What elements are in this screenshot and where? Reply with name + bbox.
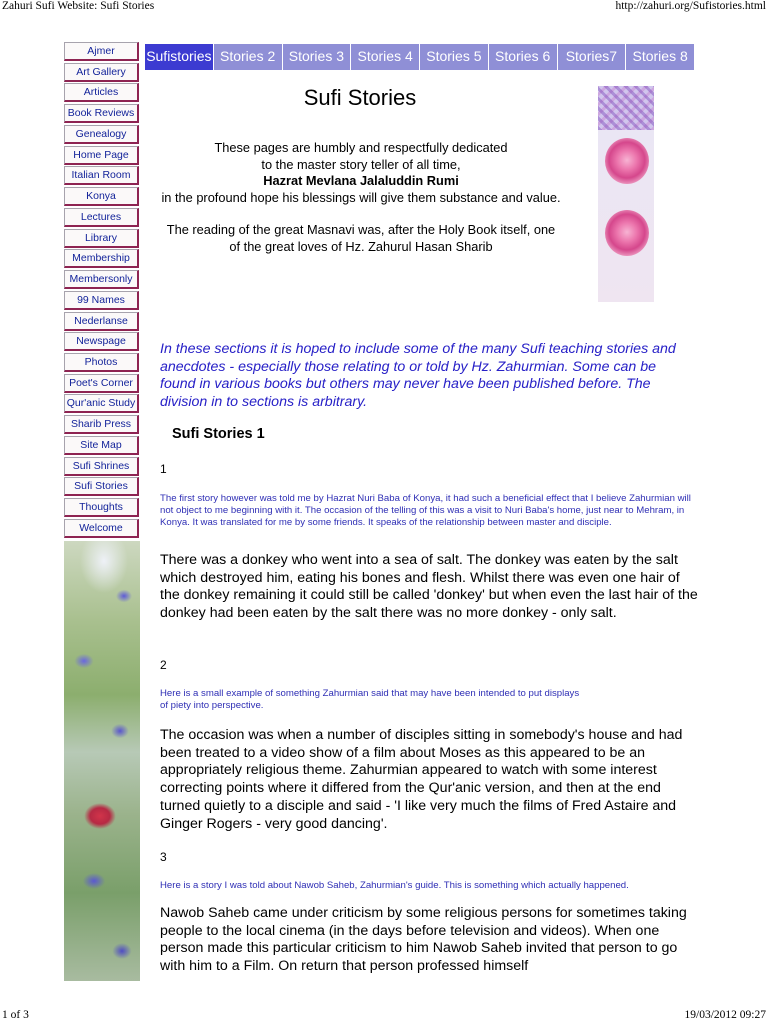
sidebar-item-membership[interactable]: Membership — [64, 249, 139, 268]
dedication-line: These pages are humbly and respectfully dedicated — [214, 140, 508, 155]
intro-paragraph: In these sections it is hoped to include some of the many Sufi teaching stories and anecdotes - especially those relating to or told by Hz. Zahurmian. Some can be found in various books but others may never have been published before. The division in to sections is arbitrary. — [160, 341, 676, 410]
sidebar-item-site-map[interactable]: Site Map — [64, 436, 139, 455]
sidebar-item-quranic-study[interactable]: Qur'anic Study — [64, 394, 139, 413]
dedication-reading: The reading of the great Masnavi was, after the Holy Book itself, one of the great loves of Hz. Zahurul Hasan Sharib — [166, 222, 556, 254]
sidebar-item-konya[interactable]: Konya — [64, 187, 139, 206]
sidebar-item-lectures[interactable]: Lectures — [64, 208, 139, 227]
sidebar-item-genealogy[interactable]: Genealogy — [64, 125, 139, 144]
dedication-line: in the profound hope his blessings will give them substance and value. — [161, 189, 561, 205]
tab-stories-8[interactable]: Stories 8 — [626, 44, 694, 70]
story-number: 1 — [160, 462, 167, 476]
sidebar-item-welcome[interactable]: Welcome — [64, 519, 139, 538]
rose-decoration-image — [598, 86, 654, 302]
sidebar-item-sharib-press[interactable]: Sharib Press — [64, 415, 139, 434]
page-title: Sufi Stories — [303, 85, 417, 110]
tab-stories-4[interactable]: Stories 4 — [351, 44, 420, 70]
rose-icon — [605, 210, 649, 256]
print-header — [0, 0, 768, 14]
sidebar-item-99-names[interactable]: 99 Names — [64, 291, 139, 310]
sidebar-item-thoughts[interactable]: Thoughts — [64, 498, 139, 517]
print-footer — [0, 1009, 768, 1023]
sidebar-item-home-page[interactable]: Home Page — [64, 146, 139, 165]
story-note: Here is a small example of something Zahurmian said that may have been intended to put displays of piety into perspective. — [160, 688, 580, 711]
sidebar-item-book-reviews[interactable]: Book Reviews — [64, 104, 139, 123]
print-datetime: 19/03/2012 09:27 — [684, 1009, 766, 1021]
sidebar-item-membersonly[interactable]: Membersonly — [64, 270, 139, 289]
sidebar-item-articles[interactable]: Articles — [64, 83, 139, 102]
story-note: Here is a story I was told about Nawob Saheb, Zahurmian's guide. This is something which actually happened. — [160, 880, 629, 891]
story-text: Nawob Saheb came under criticism by some religious persons for sometimes taking people to the local cinema (in the days before television and videos). When one person made this particular criticism to him Nawob Saheb invited that person to go with him to a Film. On return that person professed himself — [160, 905, 687, 975]
print-page-title: Zahuri Sufi Website: Sufi Stories — [2, 0, 155, 12]
dedication-name: Hazrat Mevlana Jalaluddin Rumi — [263, 173, 459, 188]
story-number: 3 — [160, 850, 167, 864]
stories-tab-bar — [145, 44, 694, 70]
flower-garden-image — [64, 541, 140, 981]
sidebar-item-sufi-shrines[interactable]: Sufi Shrines — [64, 457, 139, 476]
tab-stories-6[interactable]: Stories 6 — [489, 44, 558, 70]
sidebar-item-art-gallery[interactable]: Art Gallery — [64, 63, 139, 82]
print-page-count: 1 of 3 — [2, 1009, 29, 1021]
sidebar-item-photos[interactable]: Photos — [64, 353, 139, 372]
story-number: 2 — [160, 658, 167, 672]
tab-stories-7[interactable]: Stories7 — [558, 44, 627, 70]
sidebar-nav — [64, 42, 139, 540]
dedication — [160, 140, 562, 255]
sidebar-item-newspage[interactable]: Newspage — [64, 332, 139, 351]
tab-stories-3[interactable]: Stories 3 — [283, 44, 352, 70]
sidebar-item-ajmer[interactable]: Ajmer — [64, 42, 139, 61]
print-page-url: http://zahuri.org/Sufistories.html — [615, 0, 766, 12]
sidebar-item-library[interactable]: Library — [64, 229, 139, 248]
dedication-line: to the master story teller of all time, — [261, 156, 461, 172]
rose-icon — [605, 138, 649, 184]
tab-sufistories[interactable]: Sufistories — [145, 44, 214, 70]
story-text: There was a donkey who went into a sea of salt. The donkey was eaten by the salt which destroyed him, eating his bones and flesh. Whilst there was even one hair of the donkey remaining it could still be called 'donkey' but when even the last hair of the donkey had been eaten by the salt there was no more donkey - only salt. — [160, 552, 698, 622]
ornament-pattern — [598, 86, 654, 130]
tab-stories-2[interactable]: Stories 2 — [214, 44, 283, 70]
sidebar-item-poets-corner[interactable]: Poet's Corner — [64, 374, 139, 393]
tab-stories-5[interactable]: Stories 5 — [420, 44, 489, 70]
sidebar-item-nederlanse[interactable]: Nederlanse — [64, 312, 139, 331]
story-text: The occasion was when a number of disciples sitting in somebody's house and had been treated to a video show of a film about Moses as this appeared to be an appropriately religious theme. Zahurmian appeared to watch with some interest correcting points where it differed from the Qur'anic version, and then at the end turned quietly to a disciple and said - 'I like very much the films of Fred Astaire and Ginger Rogers - very good dancing'. — [160, 727, 683, 832]
section-title: Sufi Stories 1 — [172, 426, 265, 442]
story-note: The first story however was told me by Hazrat Nuri Baba of Konya, it had such a beneficial effect that I believe Zahurmian will not object to me beginning with it. The occasion of the telling of this was a visit to Nuri Baba's home, just near to Mehram, in Konya. It was translated for me by some friends. It speaks of the relationship between master and disciple. — [160, 493, 691, 528]
sidebar-item-sufi-stories[interactable]: Sufi Stories — [64, 477, 139, 496]
sidebar-item-italian-room[interactable]: Italian Room — [64, 166, 139, 185]
